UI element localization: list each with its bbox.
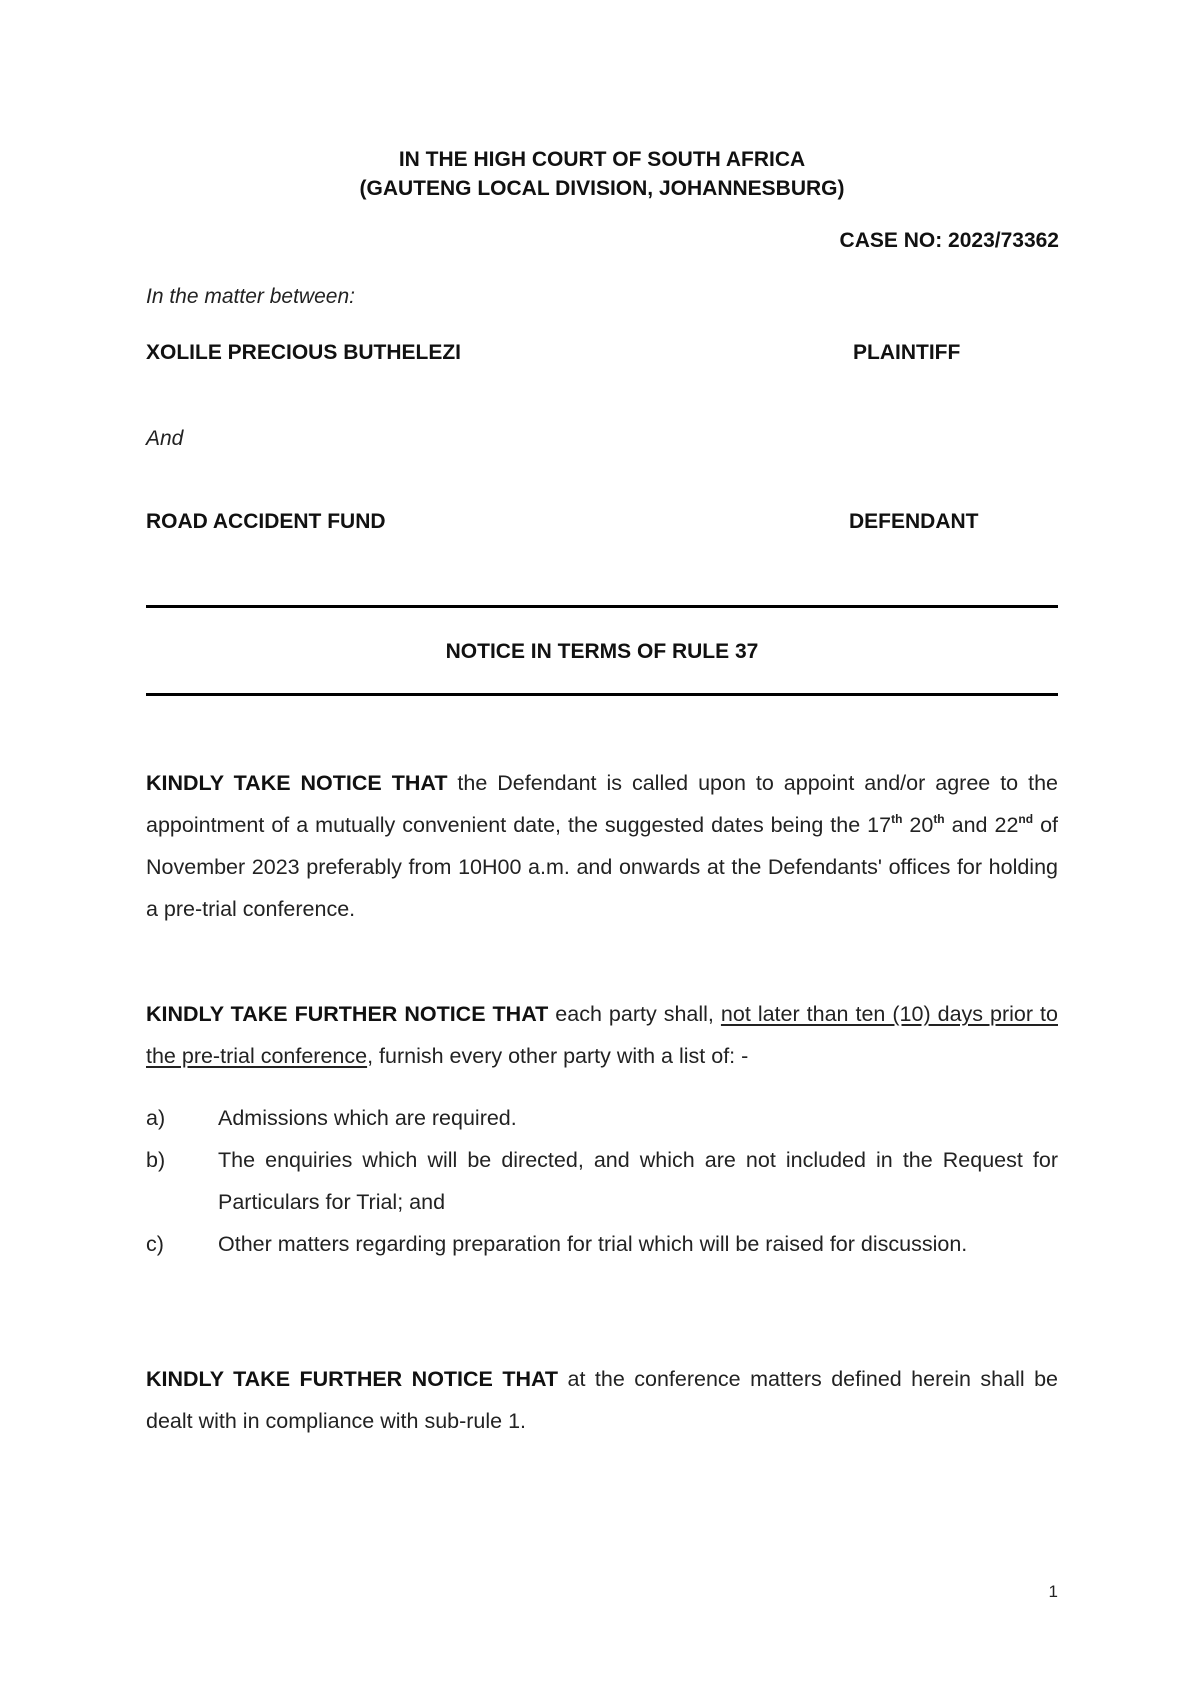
top-divider	[146, 605, 1058, 608]
ordinal-suffix: nd	[1018, 812, 1034, 826]
paragraph-text: of November 2023 preferably from 10H00 a.m. and onwards at the Defendants' offices for holding a pre-trial conference.	[146, 813, 1058, 921]
ordinal-suffix: th	[891, 812, 903, 826]
bottom-divider	[146, 693, 1058, 696]
paragraph-further-notice	[146, 993, 1058, 1077]
paragraph-lead: KINDLY TAKE NOTICE THAT	[146, 771, 448, 795]
paragraph-text: at the conference matters defined herein shall be dealt with in compliance with sub-rule 1.	[146, 1367, 1058, 1433]
defendant-name: ROAD ACCIDENT FUND	[146, 510, 386, 533]
paragraph-text: and 22	[944, 813, 1019, 837]
court-name: IN THE HIGH COURT OF SOUTH AFRICA	[398, 148, 806, 171]
ordinal-suffix: th	[933, 812, 945, 826]
paragraph-lead: KINDLY TAKE FURTHER NOTICE THAT	[146, 1367, 559, 1391]
paragraph-lead: KINDLY TAKE FURTHER NOTICE THAT	[146, 1002, 549, 1026]
notice-title: NOTICE IN TERMS OF RULE 37	[445, 640, 759, 663]
paragraph-text: , furnish every other party with a list of: -	[367, 1044, 749, 1068]
list-item-label: c)	[146, 1232, 164, 1256]
paragraph-conference-matters	[146, 1358, 1058, 1442]
paragraph-text: each party shall,	[548, 1002, 721, 1026]
plaintiff-role: PLAINTIFF	[853, 341, 961, 364]
matter-between-label: In the matter between:	[146, 285, 355, 308]
list-item-text: Admissions which are required.	[218, 1106, 517, 1130]
and-label: And	[146, 427, 184, 450]
paragraph-text: the Defendant is called upon to appoint and/or agree to the appointment of a mutually convenient date, the suggested dates being the 17	[146, 771, 1058, 837]
court-division: (GAUTENG LOCAL DIVISION, JOHANNESBURG)	[359, 177, 845, 200]
list-item-label: b)	[146, 1148, 166, 1172]
underlined-deadline: not later than ten (10) days prior to the pre-trial conference	[146, 1002, 1058, 1068]
paragraph-notice	[146, 762, 1058, 930]
list-item-text: The enquiries which will be directed, and which are not included in the Request for Particulars for Trial; and	[218, 1148, 1058, 1214]
page-number: 1	[1048, 1582, 1058, 1601]
defendant-role: DEFENDANT	[849, 510, 979, 533]
list-item-label: a)	[146, 1106, 166, 1130]
paragraph-text: 20	[902, 813, 934, 837]
list-item-text: Other matters regarding preparation for trial which will be raised for discussion.	[218, 1232, 968, 1256]
case-number: CASE NO: 2023/73362	[839, 229, 1059, 252]
plaintiff-name: XOLILE PRECIOUS BUTHELEZI	[146, 341, 462, 364]
